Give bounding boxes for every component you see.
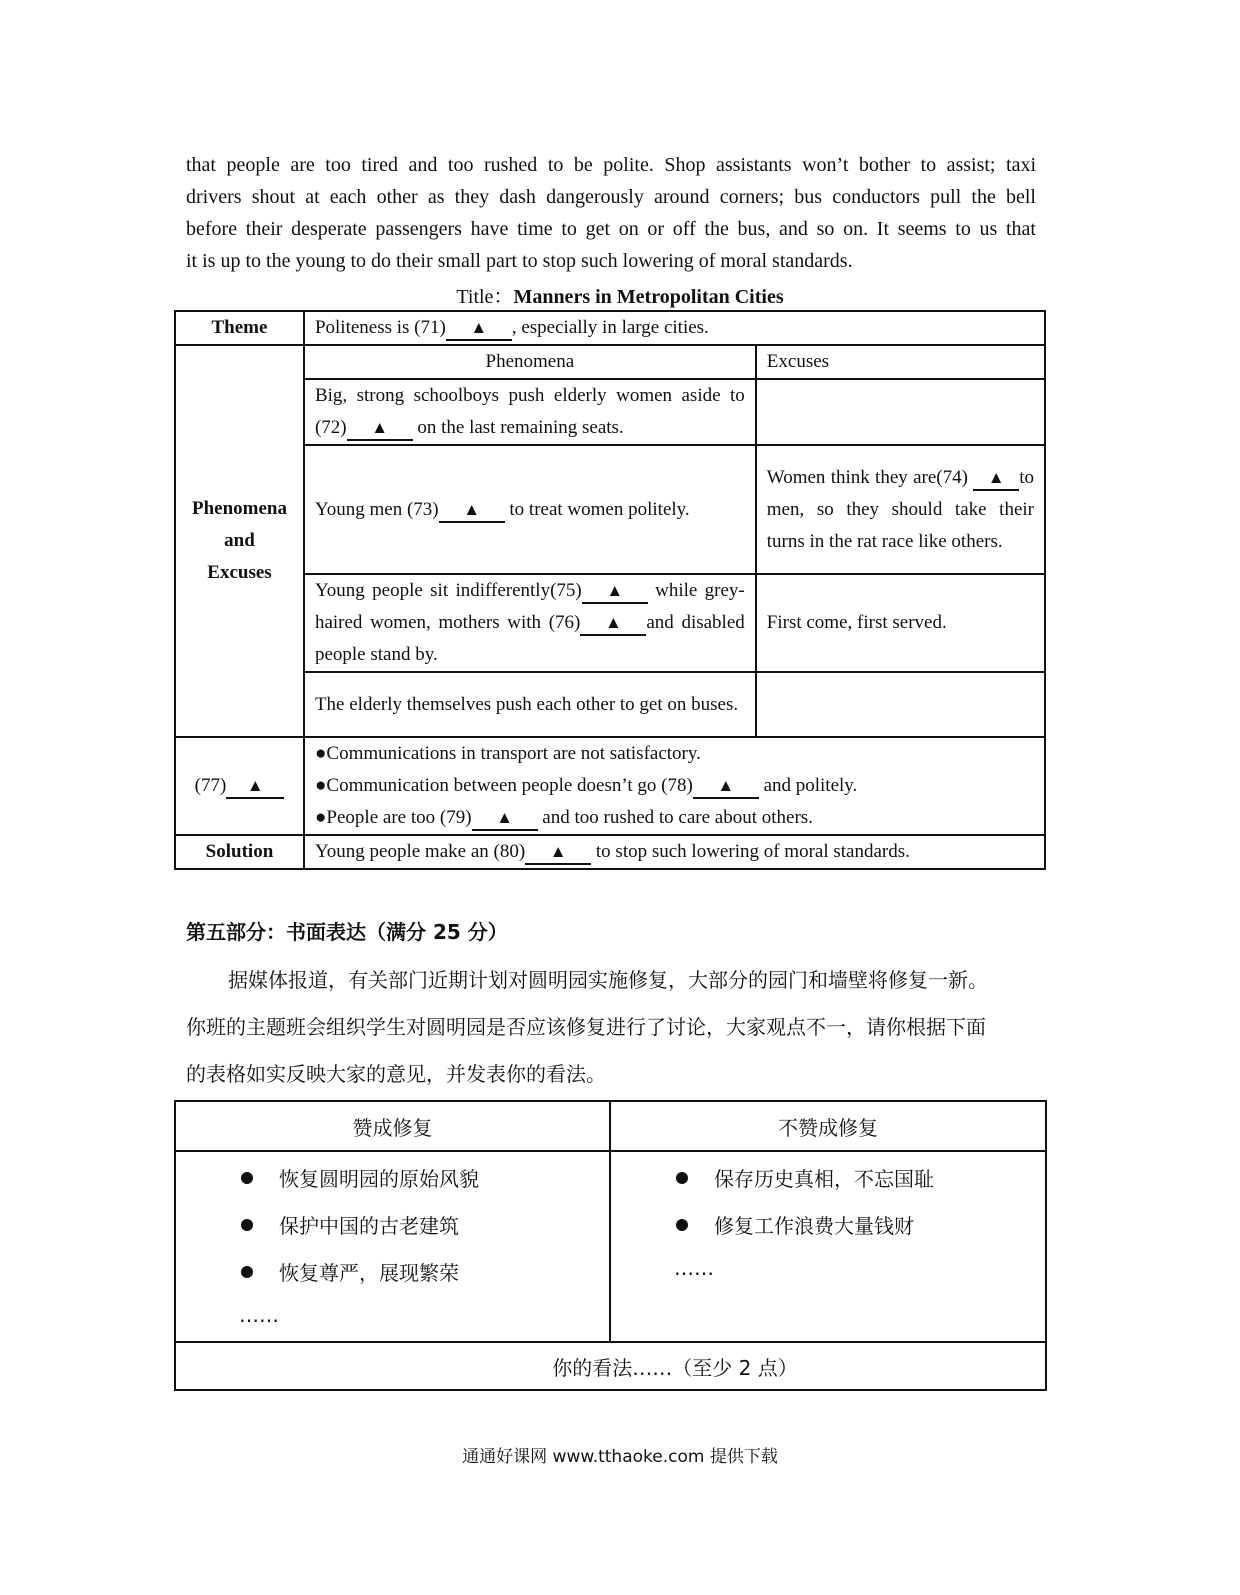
reason-text-end: and too rushed to care about others. (537, 807, 813, 828)
list-item-text: 恢复尊严，展现繁荣 (279, 1261, 459, 1285)
phenomenon-1 (304, 379, 756, 445)
pe-label-line: Excuses (207, 562, 272, 583)
opinion-cell: 你的看法……（至少 2 点） (175, 1342, 1046, 1390)
phenomenon-text: Young people sit indifferently(75) (314, 580, 582, 601)
phenomena-excuses-label (175, 345, 304, 737)
theme-text: Politeness is (71) (314, 317, 446, 338)
blank-77[interactable] (226, 775, 284, 799)
table-title-prefix: Title： (456, 286, 514, 308)
bullet-icon (241, 1266, 253, 1278)
blank-74[interactable] (973, 467, 1019, 491)
blank-80[interactable] (525, 841, 591, 865)
pe-label-line: and (224, 530, 255, 551)
excuse-2 (756, 445, 1045, 574)
ellipsis: …… (239, 1303, 279, 1327)
blank-75[interactable] (582, 580, 648, 604)
col-phenomena-header: Phenomena (304, 345, 756, 379)
prompt-line: 据媒体报道，有关部门近期计划对圆明园实施修复，大部分的园门和墙壁将修复一新。 (228, 968, 988, 992)
excuse-3: First come, first served. (756, 574, 1045, 672)
passage-line: before their desperate passengers have time to get on or off the bus, and so on. It seems to us that (186, 218, 1036, 240)
phenomenon-text-end: to treat women politely. (504, 498, 690, 520)
passage-line: that people are too tired and too rushed to be polite. Shop assistants won’t bother to assist; taxi (186, 154, 1036, 176)
solution-label: Solution (175, 835, 304, 869)
reason-3 (315, 802, 1034, 834)
solution-text-end: to stop such lowering of moral standards. (591, 841, 910, 862)
theme-cell (304, 311, 1045, 345)
pro-header: 赞成修复 (175, 1101, 610, 1151)
triangle-icon: ▲ (717, 776, 735, 795)
phenomenon-4: The elderly themselves push each other to get on buses. (304, 672, 756, 737)
list-item (612, 1201, 1044, 1248)
con-list (610, 1151, 1046, 1342)
pe-label-line: Phenomena (191, 498, 287, 519)
list-item-text: 恢复圆明园的原始风貌 (279, 1167, 479, 1191)
triangle-icon: ▲ (496, 808, 513, 827)
triangle-icon: ▲ (371, 418, 389, 437)
reason-2 (315, 770, 1034, 802)
passage-line: it is up to the young to do their small part to stop such lowering of moral standards. (186, 250, 853, 272)
phenomenon-text: Big, strong schoolboys push elderly women aside to (72) (314, 385, 745, 438)
reason-1: ●Communications in transport are not satisfactory. (314, 743, 701, 764)
question-77 (175, 737, 304, 835)
excuse-text-end: to men, so they should take their turns in the rat race like others. (766, 466, 1034, 552)
excuse-4 (756, 672, 1045, 737)
phenomenon-text: Young men (73) (314, 498, 439, 520)
col-excuses-header: Excuses (756, 345, 1045, 379)
list-item-text: 修复工作浪费大量钱财 (714, 1214, 914, 1238)
phenomenon-2 (304, 445, 756, 574)
reasons-cell (304, 737, 1045, 835)
phenomenon-text-mid: while grey-haired women, mothers with (76) (314, 580, 745, 633)
solution-text: Young people make an (80) (314, 841, 526, 862)
bullet-icon (241, 1172, 253, 1184)
q77-label: (77) (194, 775, 227, 796)
triangle-icon: ▲ (987, 467, 1005, 487)
solution-cell (304, 835, 1045, 869)
list-item (177, 1201, 608, 1248)
excuse-text: Women think they are(74) (766, 466, 968, 488)
blank-78[interactable] (693, 775, 759, 799)
triangle-icon: ▲ (549, 842, 567, 861)
bullet-icon (676, 1172, 688, 1184)
list-item-text: 保护中国的古老建筑 (279, 1214, 459, 1238)
bullet-icon (676, 1219, 688, 1231)
triangle-icon: ▲ (463, 499, 481, 519)
triangle-icon: ▲ (246, 776, 264, 795)
passage-line: drivers shout at each other as they dash dangerously around corners; bus conductors pull the bell (186, 186, 1036, 208)
con-header: 不赞成修复 (610, 1101, 1046, 1151)
theme-text-end: , especially in large cities. (511, 317, 709, 338)
triangle-icon: ▲ (606, 581, 624, 600)
table-title-text: Manners in Metropolitan Cities (513, 286, 784, 308)
passage (186, 149, 1036, 277)
theme-label: Theme (175, 311, 304, 345)
bullet-icon (241, 1219, 253, 1231)
summary-table (174, 310, 1046, 870)
triangle-icon: ▲ (470, 318, 488, 337)
reason-text-end: and politely. (758, 775, 858, 796)
triangle-icon: ▲ (604, 613, 622, 632)
blank-73[interactable] (439, 499, 505, 523)
blank-71[interactable] (446, 317, 512, 341)
blank-76[interactable] (580, 612, 646, 636)
list-item (177, 1248, 608, 1295)
phenomenon-text-end: on the last remaining seats. (412, 417, 624, 438)
phenomenon-3 (304, 574, 756, 672)
blank-79[interactable] (472, 807, 538, 831)
section-title: 第五部分：书面表达（满分 25 分） (186, 920, 508, 944)
ellipsis: …… (674, 1256, 714, 1280)
list-item-text: 保存历史真相，不忘国耻 (714, 1167, 934, 1191)
prompt-line: 你班的主题班会组织学生对圆明园是否应该修复进行了讨论，大家观点不一，请你根据下面 (186, 1015, 986, 1039)
phenomenon-text-end: and disabled people stand by. (314, 612, 745, 665)
prompt-line: 的表格如实反映大家的意见，并发表你的看法。 (186, 1062, 606, 1086)
blank-72[interactable] (347, 417, 413, 441)
reason-text: ●People are too (79) (314, 807, 472, 828)
reason-text: ●Communication between people doesn’t go (78) (314, 775, 693, 796)
footer: 通通好课网 www.tthaoke.com 提供下载 (462, 1447, 778, 1467)
pro-list (175, 1151, 610, 1342)
opinion-table (174, 1100, 1047, 1391)
excuse-1 (756, 379, 1045, 445)
list-item (177, 1154, 608, 1201)
writing-prompt (186, 957, 1041, 1098)
table-title (0, 280, 1240, 309)
list-item (612, 1154, 1044, 1201)
